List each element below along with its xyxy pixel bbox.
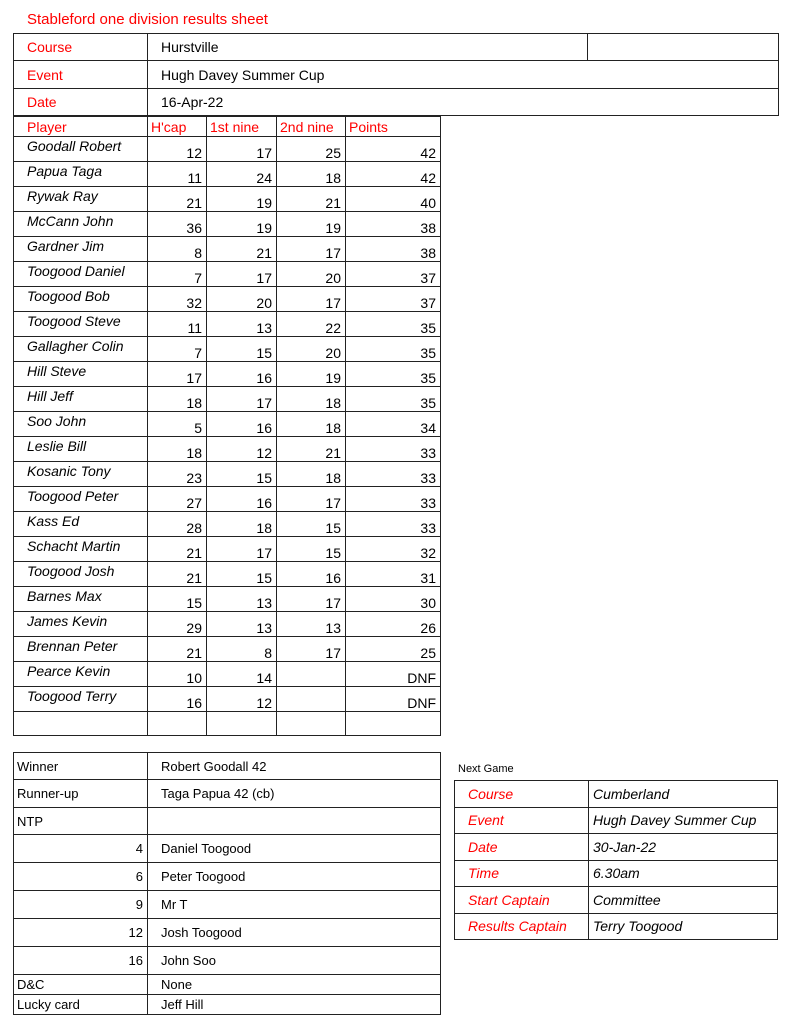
col-player: Player bbox=[14, 117, 148, 137]
player-points: DNF bbox=[346, 687, 441, 712]
player-row bbox=[14, 162, 441, 187]
player-points: 35 bbox=[346, 312, 441, 337]
player-second-nine: 17 bbox=[277, 287, 346, 312]
dc-label: D&C bbox=[14, 975, 148, 995]
player-hcap: 21 bbox=[148, 562, 207, 587]
ntp-hole: 6 bbox=[14, 863, 148, 891]
player-first-nine: 8 bbox=[207, 637, 277, 662]
next-game-value: 6.30am bbox=[589, 860, 778, 887]
player-first-nine: 16 bbox=[207, 412, 277, 437]
player-hcap: 18 bbox=[148, 437, 207, 462]
next-game-value: Committee bbox=[589, 887, 778, 914]
player-first-nine: 13 bbox=[207, 312, 277, 337]
player-name: Toogood Daniel bbox=[14, 262, 148, 287]
event-label: Event bbox=[14, 61, 148, 89]
next-game-label: Start Captain bbox=[455, 887, 589, 914]
player-second-nine: 15 bbox=[277, 512, 346, 537]
player-points: 33 bbox=[346, 437, 441, 462]
player-hcap: 29 bbox=[148, 612, 207, 637]
player-points: 33 bbox=[346, 512, 441, 537]
lucky-card-row bbox=[14, 995, 441, 1015]
player-second-nine: 21 bbox=[277, 437, 346, 462]
player-points: 35 bbox=[346, 362, 441, 387]
next-game-rows bbox=[455, 781, 778, 940]
player-second-nine: 20 bbox=[277, 262, 346, 287]
player-second-nine: 20 bbox=[277, 337, 346, 362]
player-first-nine: 15 bbox=[207, 337, 277, 362]
player-points: 42 bbox=[346, 137, 441, 162]
player-hcap: 28 bbox=[148, 512, 207, 537]
player-first-nine: 17 bbox=[207, 387, 277, 412]
player-row bbox=[14, 612, 441, 637]
player-first-nine: 17 bbox=[207, 262, 277, 287]
player-name: Gardner Jim bbox=[14, 237, 148, 262]
player-row bbox=[14, 462, 441, 487]
next-game-value: Hugh Davey Summer Cup bbox=[589, 807, 778, 834]
player-points: 32 bbox=[346, 537, 441, 562]
player-name: Gallagher Colin bbox=[14, 337, 148, 362]
player-row bbox=[14, 562, 441, 587]
player-row bbox=[14, 512, 441, 537]
col-first-nine: 1st nine bbox=[207, 117, 277, 137]
ntp-hole: 12 bbox=[14, 919, 148, 947]
player-name: Goodall Robert bbox=[14, 137, 148, 162]
player-points: 31 bbox=[346, 562, 441, 587]
player-first-nine: 13 bbox=[207, 587, 277, 612]
player-second-nine bbox=[277, 712, 346, 736]
event-row bbox=[14, 61, 779, 89]
player-second-nine: 18 bbox=[277, 387, 346, 412]
next-game-row bbox=[455, 834, 778, 861]
player-points: 37 bbox=[346, 262, 441, 287]
player-row bbox=[14, 312, 441, 337]
next-game-value: Cumberland bbox=[589, 781, 778, 808]
ntp-player: John Soo bbox=[148, 947, 441, 975]
ntp-hole-row bbox=[14, 919, 441, 947]
player-hcap: 11 bbox=[148, 162, 207, 187]
course-extra-cell bbox=[588, 34, 779, 61]
player-name: Hill Steve bbox=[14, 362, 148, 387]
player-second-nine: 15 bbox=[277, 537, 346, 562]
player-points: 40 bbox=[346, 187, 441, 212]
runnerup-label: Runner-up bbox=[14, 780, 148, 808]
player-points: 33 bbox=[346, 487, 441, 512]
ntp-value bbox=[148, 808, 441, 835]
player-row bbox=[14, 387, 441, 412]
player-points: 37 bbox=[346, 287, 441, 312]
player-points: 30 bbox=[346, 587, 441, 612]
next-game-row bbox=[455, 887, 778, 914]
player-second-nine: 18 bbox=[277, 162, 346, 187]
player-first-nine: 19 bbox=[207, 187, 277, 212]
col-points: Points bbox=[346, 117, 441, 137]
player-points: 33 bbox=[346, 462, 441, 487]
player-hcap: 21 bbox=[148, 187, 207, 212]
player-first-nine: 20 bbox=[207, 287, 277, 312]
next-game-label: Time bbox=[455, 860, 589, 887]
player-name: James Kevin bbox=[14, 612, 148, 637]
event-header-table bbox=[13, 33, 779, 116]
next-game-label: Results Captain bbox=[455, 913, 589, 940]
player-name: Toogood Terry bbox=[14, 687, 148, 712]
ntp-player: Peter Toogood bbox=[148, 863, 441, 891]
player-points: 25 bbox=[346, 637, 441, 662]
player-first-nine: 12 bbox=[207, 437, 277, 462]
next-game-row bbox=[455, 807, 778, 834]
player-second-nine: 13 bbox=[277, 612, 346, 637]
sheet-title: Stableford one division results sheet bbox=[27, 11, 268, 28]
player-first-nine: 17 bbox=[207, 537, 277, 562]
player-row bbox=[14, 137, 441, 162]
date-value: 16-Apr-22 bbox=[148, 89, 779, 116]
player-row bbox=[14, 287, 441, 312]
player-second-nine: 19 bbox=[277, 362, 346, 387]
player-name: Papua Taga bbox=[14, 162, 148, 187]
player-first-nine bbox=[207, 712, 277, 736]
next-game-row bbox=[455, 860, 778, 887]
lucky-card-label: Lucky card bbox=[14, 995, 148, 1015]
player-hcap: 10 bbox=[148, 662, 207, 687]
player-row bbox=[14, 412, 441, 437]
dc-row bbox=[14, 975, 441, 995]
player-name: Pearce Kevin bbox=[14, 662, 148, 687]
player-first-nine: 24 bbox=[207, 162, 277, 187]
player-points: 35 bbox=[346, 337, 441, 362]
player-first-nine: 13 bbox=[207, 612, 277, 637]
player-row bbox=[14, 537, 441, 562]
player-hcap: 36 bbox=[148, 212, 207, 237]
player-first-nine: 16 bbox=[207, 487, 277, 512]
player-hcap: 32 bbox=[148, 287, 207, 312]
player-name: Toogood Peter bbox=[14, 487, 148, 512]
player-hcap: 21 bbox=[148, 537, 207, 562]
player-row bbox=[14, 487, 441, 512]
awards-table bbox=[13, 752, 441, 1015]
player-second-nine: 16 bbox=[277, 562, 346, 587]
player-points: 26 bbox=[346, 612, 441, 637]
next-game-row bbox=[455, 913, 778, 940]
player-row bbox=[14, 362, 441, 387]
player-second-nine: 21 bbox=[277, 187, 346, 212]
col-second-nine: 2nd nine bbox=[277, 117, 346, 137]
ntp-hole-row bbox=[14, 891, 441, 919]
player-hcap: 21 bbox=[148, 637, 207, 662]
runnerup-row bbox=[14, 780, 441, 808]
player-second-nine bbox=[277, 662, 346, 687]
player-hcap: 23 bbox=[148, 462, 207, 487]
player-row bbox=[14, 262, 441, 287]
player-name: Kass Ed bbox=[14, 512, 148, 537]
player-name: Barnes Max bbox=[14, 587, 148, 612]
next-game-value: 30-Jan-22 bbox=[589, 834, 778, 861]
next-game-table bbox=[454, 780, 778, 940]
winner-value: Robert Goodall 42 bbox=[148, 753, 441, 780]
player-second-nine: 18 bbox=[277, 462, 346, 487]
player-first-nine: 16 bbox=[207, 362, 277, 387]
results-table bbox=[13, 116, 441, 736]
player-row bbox=[14, 662, 441, 687]
course-row bbox=[14, 34, 779, 61]
player-name: Hill Jeff bbox=[14, 387, 148, 412]
player-second-nine: 17 bbox=[277, 487, 346, 512]
player-second-nine: 22 bbox=[277, 312, 346, 337]
col-hcap: H'cap bbox=[148, 117, 207, 137]
player-first-nine: 15 bbox=[207, 562, 277, 587]
player-name: Schacht Martin bbox=[14, 537, 148, 562]
player-row bbox=[14, 687, 441, 712]
player-name: McCann John bbox=[14, 212, 148, 237]
player-points: 38 bbox=[346, 237, 441, 262]
player-name: Brennan Peter bbox=[14, 637, 148, 662]
player-name: Toogood Josh bbox=[14, 562, 148, 587]
winner-row bbox=[14, 753, 441, 780]
player-name: Kosanic Tony bbox=[14, 462, 148, 487]
player-second-nine: 18 bbox=[277, 412, 346, 437]
ntp-player: Mr T bbox=[148, 891, 441, 919]
ntp-hole: 4 bbox=[14, 835, 148, 863]
player-hcap: 5 bbox=[148, 412, 207, 437]
ntp-hole: 9 bbox=[14, 891, 148, 919]
column-header-row bbox=[14, 117, 441, 137]
next-game-value: Terry Toogood bbox=[589, 913, 778, 940]
player-row bbox=[14, 337, 441, 362]
player-hcap: 16 bbox=[148, 687, 207, 712]
ntp-label: NTP bbox=[14, 808, 148, 835]
player-hcap: 11 bbox=[148, 312, 207, 337]
player-name: Leslie Bill bbox=[14, 437, 148, 462]
player-points: 34 bbox=[346, 412, 441, 437]
player-second-nine: 19 bbox=[277, 212, 346, 237]
next-game-label: Event bbox=[455, 807, 589, 834]
player-points: DNF bbox=[346, 662, 441, 687]
player-rows bbox=[14, 137, 441, 736]
player-first-nine: 18 bbox=[207, 512, 277, 537]
player-name: Toogood Steve bbox=[14, 312, 148, 337]
player-second-nine: 25 bbox=[277, 137, 346, 162]
ntp-hole-row bbox=[14, 947, 441, 975]
player-first-nine: 14 bbox=[207, 662, 277, 687]
ntp-hole-row bbox=[14, 863, 441, 891]
player-hcap bbox=[148, 712, 207, 736]
ntp-hole-row bbox=[14, 835, 441, 863]
player-hcap: 17 bbox=[148, 362, 207, 387]
next-game-heading: Next Game bbox=[458, 763, 514, 775]
dc-value: None bbox=[148, 975, 441, 995]
player-name: Rywak Ray bbox=[14, 187, 148, 212]
player-name: Toogood Bob bbox=[14, 287, 148, 312]
player-points: 35 bbox=[346, 387, 441, 412]
player-hcap: 7 bbox=[148, 262, 207, 287]
player-row bbox=[14, 187, 441, 212]
ntp-row bbox=[14, 808, 441, 835]
player-first-nine: 19 bbox=[207, 212, 277, 237]
player-first-nine: 15 bbox=[207, 462, 277, 487]
runnerup-value: Taga Papua 42 (cb) bbox=[148, 780, 441, 808]
next-game-label: Course bbox=[455, 781, 589, 808]
course-label: Course bbox=[14, 34, 148, 61]
player-row bbox=[14, 712, 441, 736]
player-points: 38 bbox=[346, 212, 441, 237]
player-second-nine: 17 bbox=[277, 237, 346, 262]
date-row bbox=[14, 89, 779, 116]
player-row bbox=[14, 237, 441, 262]
next-game-row bbox=[455, 781, 778, 808]
player-second-nine bbox=[277, 687, 346, 712]
player-row bbox=[14, 212, 441, 237]
player-first-nine: 12 bbox=[207, 687, 277, 712]
ntp-hole: 16 bbox=[14, 947, 148, 975]
player-row bbox=[14, 637, 441, 662]
player-hcap: 27 bbox=[148, 487, 207, 512]
player-points: 42 bbox=[346, 162, 441, 187]
player-second-nine: 17 bbox=[277, 637, 346, 662]
ntp-player: Daniel Toogood bbox=[148, 835, 441, 863]
player-hcap: 18 bbox=[148, 387, 207, 412]
player-second-nine: 17 bbox=[277, 587, 346, 612]
player-row bbox=[14, 437, 441, 462]
ntp-player: Josh Toogood bbox=[148, 919, 441, 947]
player-first-nine: 21 bbox=[207, 237, 277, 262]
player-hcap: 8 bbox=[148, 237, 207, 262]
player-hcap: 7 bbox=[148, 337, 207, 362]
player-hcap: 12 bbox=[148, 137, 207, 162]
date-label: Date bbox=[14, 89, 148, 116]
player-name bbox=[14, 712, 148, 736]
player-name: Soo John bbox=[14, 412, 148, 437]
player-first-nine: 17 bbox=[207, 137, 277, 162]
next-game-label: Date bbox=[455, 834, 589, 861]
event-value: Hugh Davey Summer Cup bbox=[148, 61, 779, 89]
course-value: Hurstville bbox=[148, 34, 588, 61]
lucky-card-value: Jeff Hill bbox=[148, 995, 441, 1015]
player-hcap: 15 bbox=[148, 587, 207, 612]
winner-label: Winner bbox=[14, 753, 148, 780]
player-points bbox=[346, 712, 441, 736]
player-row bbox=[14, 587, 441, 612]
